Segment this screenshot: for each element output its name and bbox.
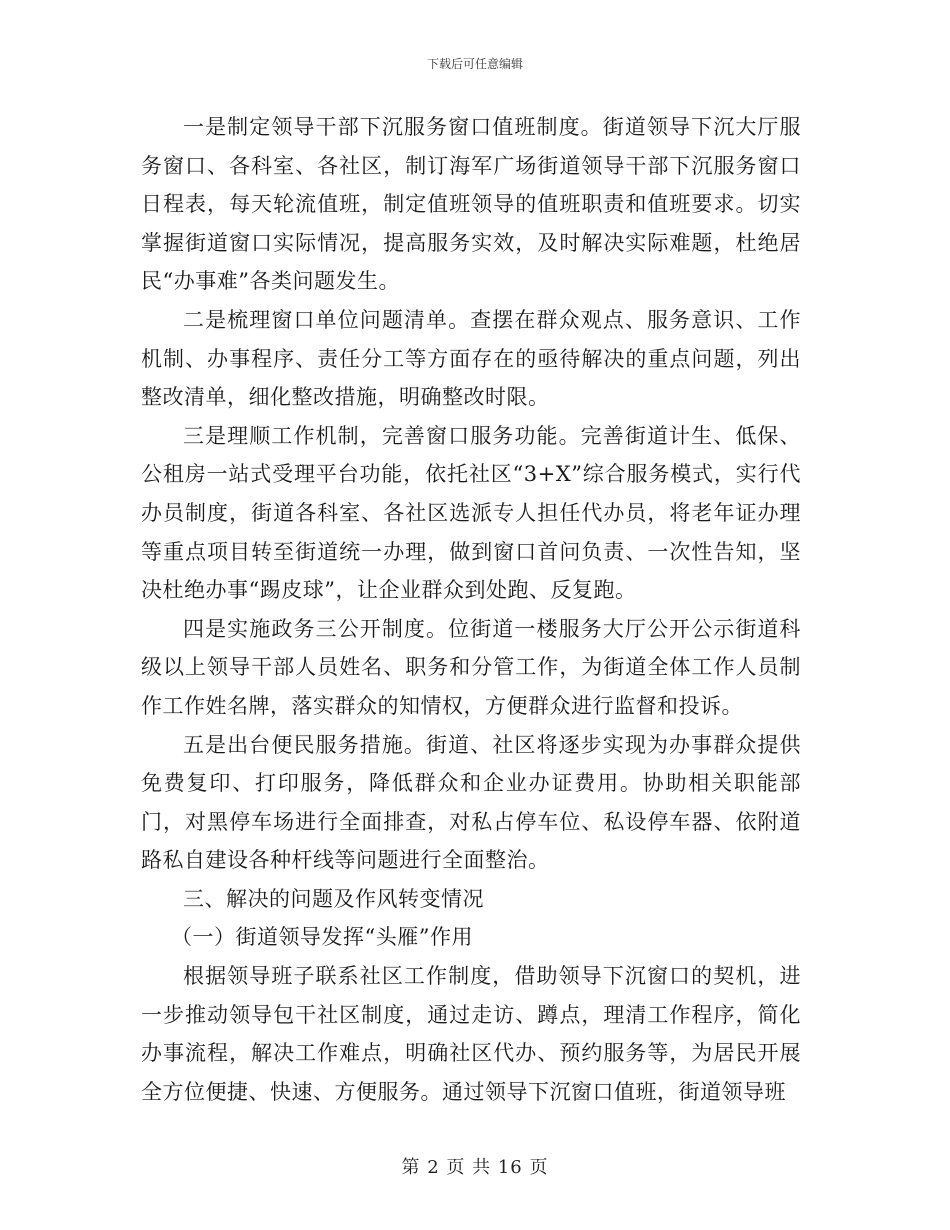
paragraph-4: 四是实施政务三公开制度。位街道一楼服务大厅公开公示街道科级以上领导干部人员姓名、职务和分管工作，为街道全体工作人员制作工作姓名牌，落实群众的知情权，方便群众进行监督和投诉。 — [141, 616, 801, 718]
header-note: 下载后可任意编辑 — [426, 57, 523, 71]
paragraph-1: 一是制定领导干部下沉服务窗口值班制度。街道领导下沉大厅服务窗口、各科室、各社区，制订海军广场街道领导干部下沉服务窗口日程表，每天轮流值班，制定值班领导的值班职责和值班要求。切实掌握街道窗口实际情况，提高服务实效，及时解决实际难题，杜绝居民“办事难”各类问题发生。 — [141, 115, 801, 294]
section-heading: 三、解决的问题及作风转变情况 — [183, 886, 484, 911]
page-number: 第 2 页 共 16 页 — [401, 1157, 549, 1178]
paragraph-3: 三是理顺工作机制，完善窗口服务功能。完善街道计生、低保、公租房一站式受理平台功能，依托社区“3+X”综合服务模式，实行代办员制度，街道各科室、各社区选派专人担任代办员，将老年证办理等重点项目转至街道统一办理，做到窗口首问负责、一次性告知，坚决杜绝办事“踢皮球”，让企业群众到处跑、反复跑。 — [141, 423, 801, 603]
subsection-heading: （一）街道领导发挥“头雁”作用 — [171, 925, 473, 950]
paragraph-6: 根据领导班子联系社区工作制度，借助领导下沉窗口的契机，进一步推动领导包干社区制度，通过走访、蹲点，理清工作程序，简化办事流程，解决工作难点，明确社区代办、预约服务等，为居民开展全方位便捷、快速、方便服务。通过领导下沉窗口值班，街道领导班 — [141, 964, 801, 1104]
paragraph-2: 二是梳理窗口单位问题清单。查摆在群众观点、服务意识、工作机制、办事程序、责任分工等方面存在的亟待解决的重点问题，列出整改清单，细化整改措施，明确整改时限。 — [141, 307, 801, 410]
document-body — [141, 108, 801, 1111]
paragraph-5: 五是出台便民服务措施。街道、社区将逐步实现为办事群众提供免费复印、打印服务，降低群众和企业办证费用。协助相关职能部门，对黑停车场进行全面排查，对私占停车位、私设停车器、依附道路私自建设各种杆线等问题进行全面整治。 — [141, 732, 801, 873]
